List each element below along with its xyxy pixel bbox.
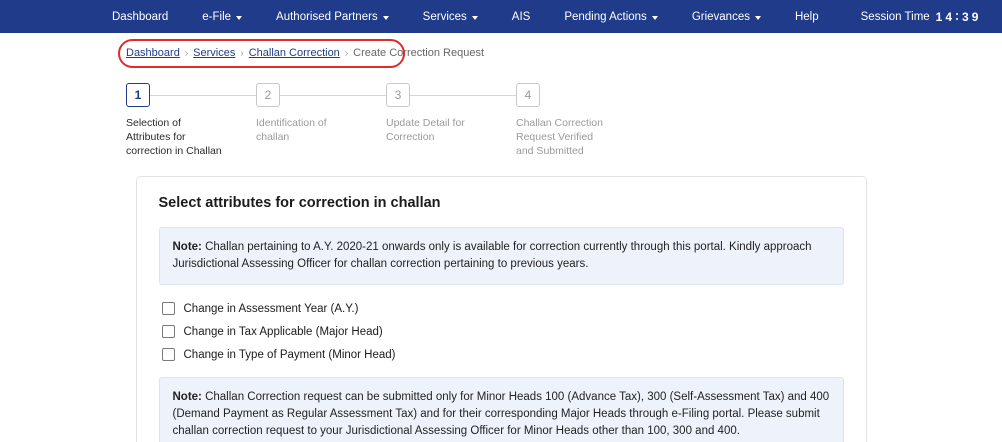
note-top-text: Challan pertaining to A.Y. 2020-21 onwards only is available for correction currently through this portal. Kindly approach Jurisdictional Assessing Officer for challan correction pertaining to previous years. [172, 241, 812, 270]
session-time-label: Session Time [860, 10, 930, 23]
breadcrumb-item-dashboard[interactable]: Dashboard [126, 47, 180, 59]
colon-icon [956, 11, 958, 22]
step-connector [150, 95, 256, 96]
step-number: 3 [386, 83, 410, 107]
step-label: Selection of Attributes for correction in Challan [126, 117, 222, 157]
chevron-down-icon [472, 16, 478, 20]
note-top [159, 227, 844, 285]
checkbox-icon[interactable] [162, 348, 175, 361]
nav-item-label: Help [794, 10, 819, 23]
step-1[interactable] [126, 83, 256, 158]
chevron-down-icon [755, 16, 761, 20]
step-number: 4 [516, 83, 540, 107]
option-label: Change in Tax Applicable (Major Head) [183, 325, 383, 338]
step-number: 1 [126, 83, 150, 107]
nav-item-grievances[interactable] [692, 11, 761, 23]
chevron-down-icon [652, 16, 658, 20]
chevron-down-icon [383, 16, 389, 20]
nav-item-ais[interactable] [512, 11, 531, 23]
nav-item-label: Authorised Partners [276, 10, 378, 23]
option-label: Change in Assessment Year (A.Y.) [183, 302, 359, 315]
step-connector [410, 95, 516, 96]
option-label: Change in Type of Payment (Minor Head) [183, 348, 396, 361]
nav-item-label: Grievances [691, 10, 750, 23]
nav-item-pending-actions[interactable] [564, 11, 657, 23]
step-3[interactable] [386, 83, 516, 158]
breadcrumb-separator-icon: › [344, 47, 349, 59]
session-time-value [936, 10, 979, 24]
step-number: 2 [256, 83, 280, 107]
attribute-options-list [162, 302, 844, 361]
step-connector [280, 95, 386, 96]
nav-item-dashboard[interactable] [112, 11, 168, 23]
progress-stepper [0, 83, 1002, 158]
breadcrumb-item-create-correction-request: Create Correction Request [353, 47, 484, 59]
checkbox-icon[interactable] [162, 302, 175, 315]
session-minute-tens: 3 [962, 9, 969, 24]
nav-item-label: e-File [202, 10, 232, 23]
page-title: Select attributes for correction in challan [158, 195, 441, 211]
nav-item-label: AIS [511, 10, 531, 23]
option-change-tax-applicable[interactable] [162, 325, 844, 338]
breadcrumb-container [0, 33, 1002, 73]
select-attributes-card [136, 176, 867, 442]
step-label: Identification of challan [256, 117, 327, 143]
note-bottom-prefix: Note: [172, 391, 202, 403]
step-label: Challan Correction Request Verified and Submitted [516, 117, 603, 157]
nav-item-label: Services [422, 10, 467, 23]
note-top-prefix: Note: [172, 241, 202, 253]
session-hour-tens: 1 [935, 9, 943, 24]
breadcrumb-item-challan-correction[interactable]: Challan Correction [248, 47, 340, 59]
top-navigation-bar [0, 0, 1002, 33]
nav-item-label: Dashboard [112, 10, 169, 23]
step-2[interactable] [256, 83, 386, 158]
step-label: Update Detail for Correction [386, 117, 465, 143]
session-timer [861, 10, 979, 24]
nav-item-label: Pending Actions [564, 10, 647, 23]
breadcrumb-separator-icon: › [184, 47, 189, 59]
session-hour-units: 4 [945, 9, 953, 24]
checkbox-icon[interactable] [162, 325, 175, 338]
nav-item-services[interactable] [423, 11, 478, 23]
nav-item-help[interactable] [795, 11, 819, 23]
session-minute-units: 9 [971, 9, 979, 24]
nav-item-efile[interactable] [202, 11, 242, 23]
breadcrumb-item-services[interactable]: Services [193, 47, 236, 59]
step-4[interactable] [516, 83, 646, 158]
breadcrumb [126, 47, 1002, 59]
nav-item-authorised-partners[interactable] [276, 11, 389, 23]
note-bottom-text: Challan Correction request can be submitted only for Minor Heads 100 (Advance Tax), 300 (Self-Assessment Tax) and 400 (Demand Payment as Regular Assessment Tax) and for their corresponding Major Heads through e-Filing portal. Please submit challan correction request to your Jurisdictional Assessing Officer for Minor Heads other than 100, 300 and 400. [172, 391, 830, 437]
note-bottom [159, 377, 844, 442]
chevron-down-icon [236, 16, 242, 20]
option-change-type-of-payment[interactable] [162, 348, 844, 361]
option-change-assessment-year[interactable] [162, 302, 844, 315]
breadcrumb-separator-icon: › [240, 47, 244, 59]
